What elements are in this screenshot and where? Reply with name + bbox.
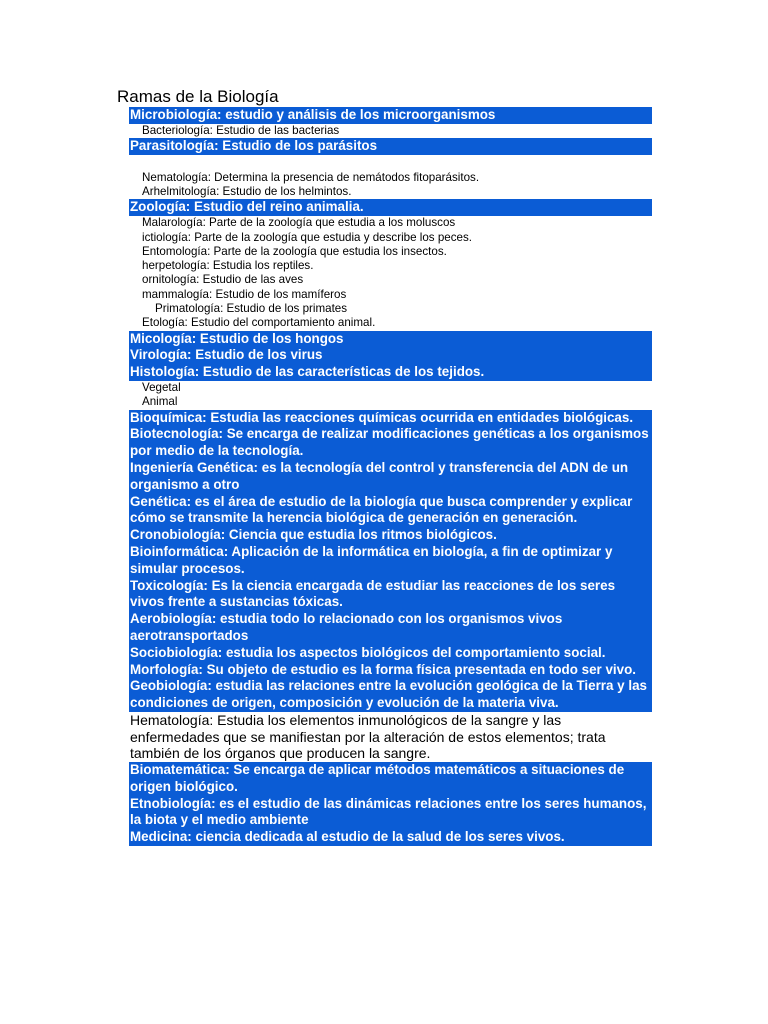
highlighted-entry-geobiologia: Geobiología: estudia las relaciones entre la evolución geológica de la Tierra y las condiciones de origen, composición y evolución de la materia viva. (129, 678, 652, 712)
highlighted-entry-etnobiologia: Etnobiología: es el estudio de las dinámicas relaciones entre los seres humanos, la biota y el medio ambiente (129, 796, 652, 830)
page-title: Ramas de la Biología (117, 87, 279, 106)
highlighted-entry-genetica: Genética: es el área de estudio de la biología que busca comprender y explicar cómo se transmite la herencia biológica de generación en generación. (129, 494, 652, 528)
highlighted-entry-aerobiologia: Aerobiología: estudia todo lo relacionado con los organismos vivos aerotransportados (129, 611, 652, 645)
sub-entry-herpetologia: herpetología: Estudia los reptiles. (142, 259, 314, 273)
plain-entry-hematologia: Hematología: Estudia los elementos inmunológicos de la sangre y las enfermedades que se manifiestan por la alteración de estos elementos; trata también de los órganos que producen la sangre. (130, 711, 606, 762)
sub-entry-bacteriologia: Bacteriología: Estudio de las bacterias (142, 123, 340, 137)
sub-entry-ictiologia: ictiología: Parte de la zoología que estudia y describe los peces. (142, 230, 472, 244)
highlighted-entry-bioinformatica: Bioinformática: Aplicación de la informática en biología, a fin de optimizar y simular procesos. (129, 544, 652, 578)
sub-entry-primatologia: Primatología: Estudio de los primates (155, 302, 348, 316)
sub-entry-vegetal: Vegetal (142, 381, 181, 395)
sub-entry-nematologia: Nematología: Determina la presencia de nemátodos fitoparásitos. (142, 170, 480, 184)
biology-branches-list (129, 107, 652, 846)
highlighted-entry-micologia: Micología: Estudio de los hongos (129, 331, 652, 348)
highlighted-entry-cronobiologia: Cronobiología: Ciencia que estudia los ritmos biológicos. (129, 527, 652, 544)
sub-entry-mammalogia: mammalogía: Estudio de los mamíferos (142, 287, 347, 301)
highlighted-entry-biomatematica: Biomatemática: Se encarga de aplicar métodos matemáticos a situaciones de origen biológico. (129, 762, 652, 796)
spacer (129, 155, 652, 171)
sub-entry-animal: Animal (142, 395, 178, 409)
highlighted-entry-bioquimica: Bioquímica: Estudia las reacciones químicas ocurrida en entidades biológicas. (129, 410, 652, 427)
highlighted-entry-ingenieria-genetica: Ingeniería Genética: es la tecnología del control y transferencia del ADN de un organismo a otro (129, 460, 652, 494)
sub-entry-etologia: Etología: Estudio del comportamiento animal. (142, 316, 376, 330)
highlighted-entry-biotecnologia: Biotecnología: Se encarga de realizar modificaciones genéticas a los organismos por medio de la tecnología. (129, 426, 652, 460)
sub-entry-malarologia: Malarología: Parte de la zoología que estudia a los moluscos (142, 216, 456, 230)
sub-entry-entomologia: Entomología: Parte de la zoología que estudia los insectos. (142, 244, 447, 258)
highlighted-entry-microbiologia: Microbiología: estudio y análisis de los microorganismos (129, 107, 652, 124)
highlighted-entry-morfologia: Morfología: Su objeto de estudio es la forma física presentada en todo ser vivo. (129, 662, 652, 679)
highlighted-entry-histologia: Histología: Estudio de las características de los tejidos. (129, 364, 652, 381)
sub-entry-ornitologia: ornitología: Estudio de las aves (142, 273, 304, 287)
highlighted-entry-toxicologia: Toxicología: Es la ciencia encargada de estudiar las reacciones de los seres vivos frente a sustancias tóxicas. (129, 578, 652, 612)
highlighted-entry-parasitologia: Parasitología: Estudio de los parásitos (129, 138, 652, 155)
highlighted-entry-sociobiologia: Sociobiología: estudia los aspectos biológicos del comportamiento social. (129, 645, 652, 662)
highlighted-entry-medicina: Medicina: ciencia dedicada al estudio de la salud de los seres vivos. (129, 829, 652, 846)
sub-entry-arhelmitologia: Arhelmitología: Estudio de los helmintos. (142, 185, 352, 199)
highlighted-entry-virologia: Virología: Estudio de los virus (129, 347, 652, 364)
highlighted-entry-zoologia: Zoología: Estudio del reino animalia. (129, 199, 652, 216)
